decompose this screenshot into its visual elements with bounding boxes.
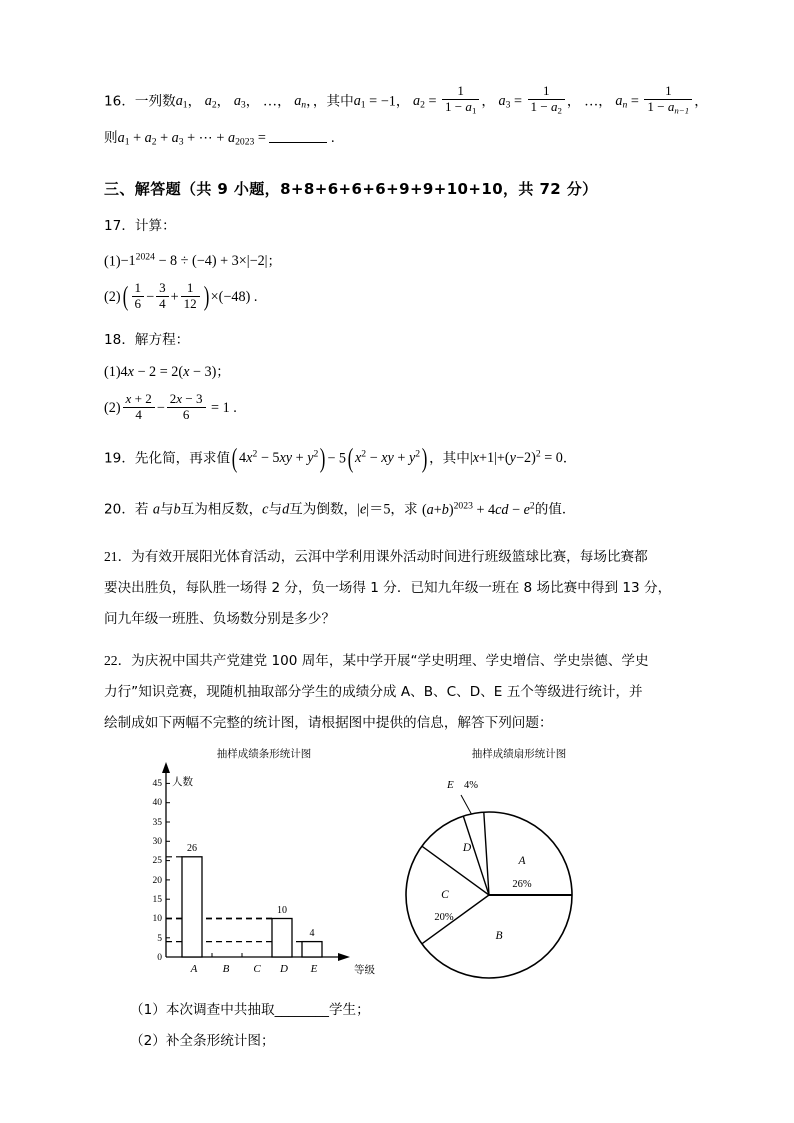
question-18-part-2: (2) $\frac{x + 2}{4}$ − $\frac{2x - 3}{6}$ = 1 . (104, 391, 237, 422)
bar-chart-xlabel: 等级 (354, 963, 375, 976)
q22-sub-2-text: （2）补全条形统计图； (130, 1032, 275, 1049)
pie-label-C: C (441, 888, 449, 901)
q19-text-b: ，其中 (429, 450, 470, 467)
bar-category-E: E (310, 962, 318, 975)
q22-sub-1-text: （1）本次调查中共抽取________学生； (130, 1001, 370, 1018)
q17-part2-label: (2) (104, 289, 121, 305)
q16-lead: 一列数 (134, 93, 176, 110)
page-content (104, 83, 708, 1057)
question-16-line-1: 16．一列数a1， a2， a3， …， $a_n$，，其中a1 = −1， a2 = $\frac{1}{1 - a1}$ ， a3 = $\frac{1}{1 - a2}$ ， …， $a_n$ = $\frac{1}{1 - a_{n-1}}$ ， (104, 83, 708, 116)
svg-text:25: 25 (152, 855, 162, 866)
q22-sub-1 (104, 995, 704, 1026)
question-18-part-1: (1)4x − 2 = 2(x − 3)； (104, 364, 230, 380)
q21-number: 21 (104, 548, 118, 564)
question-21 (104, 541, 704, 635)
pie-label-B: B (495, 929, 503, 942)
question-20: 20．若 a与b互为相反数，c与d互为倒数，|e|＝5，求 $(a+b)^{2023} + 4cd - e^2$的值． (104, 500, 576, 518)
q22-line-3: 绘制成如下两幅不完整的统计图，请根据图中提供的信息，解答下列问题： (104, 714, 553, 731)
q19-text-a: ．先化简，再求值 (121, 450, 231, 467)
svg-text:20: 20 (152, 875, 162, 886)
bar-D (272, 918, 292, 957)
q16-answer-blank[interactable] (269, 129, 327, 143)
q18-number: 18 (104, 332, 122, 348)
q21-line-3: 问九年级一班胜、负场数分别是多少？ (104, 610, 336, 627)
x-axis-arrow-icon (338, 953, 350, 961)
pie-leader-label-E: E (447, 778, 454, 791)
q16-then: 则 (104, 130, 118, 146)
q16-mid: ，其中 (312, 93, 354, 110)
svg-text:15: 15 (152, 894, 162, 905)
svg-text:35: 35 (152, 817, 162, 828)
question-16-line-2: 则a1 + a2 + a3 + ⋯ + a2023 = . (104, 130, 335, 148)
svg-text:0: 0 (157, 952, 162, 963)
q19-number: 19 (104, 450, 122, 467)
q17-title-text: ．计算： (121, 217, 176, 234)
q17-number: 17 (104, 217, 122, 234)
question-22-subquestions (104, 995, 704, 1057)
svg-text:45: 45 (152, 778, 162, 789)
question-17-part-1: $(1)-1^{2024} - 8 \div (-4) + 3\times|-2|$； (104, 251, 282, 269)
y-axis-arrow-icon (162, 762, 170, 773)
pie-label-A: A (518, 854, 526, 867)
q18-part2-label: (2) (104, 400, 121, 416)
q22-line-2: 力行”知识竞赛，现随机抽取部分学生的成绩分成 A、B、C、D、E 五个等级进行统计，并 (104, 683, 643, 700)
bar-chart-svg (124, 743, 394, 983)
svg-text:10: 10 (152, 913, 162, 924)
bar-value-D: 10 (277, 904, 287, 916)
q22-line-1-text: ．为庆祝中国共产党建党 100 周年，某中学开展“学史明理、学史增信、学史崇德、学史 (117, 652, 649, 669)
q21-line-1-text: ．为有效开展阳光体育活动，云洱中学利用课外活动时间进行班级篮球比赛，每场比赛都 (117, 548, 648, 565)
bar-chart-title: 抽样成绩条形统计图 (216, 747, 312, 760)
bar-chart-ylabel: 人数 (172, 775, 193, 788)
q21-line-2: 要决出胜负，每队胜一场得 2 分，负一场得 1 分．已知九年级一班在 8 场比赛中得到 13 分， (104, 579, 672, 596)
bar-E (302, 941, 322, 956)
q16-last-index: 2023 (235, 136, 255, 148)
bar-value-E: 4 (309, 927, 315, 939)
q18-title-text: ．解方程： (121, 332, 190, 348)
question-19: 19．先化简，再求值( $4x^2 - 5xy + y^2) - 5$( $x^2$ − xy + $y^2$) ，其中$|x+1|+(y-2)^2 = 0$． (104, 442, 577, 473)
q17-part1-label: (1) (104, 253, 121, 269)
q19-period: ． (562, 450, 577, 467)
question-17-title (104, 211, 704, 242)
bar-A (182, 856, 202, 956)
bar-chart-figure (124, 743, 394, 983)
pie-leader-percent-E: 4% (464, 779, 478, 791)
q20-number: 20 (104, 501, 122, 518)
q22-number: 22 (104, 652, 118, 668)
statistics-figures (104, 743, 704, 993)
svg-text:30: 30 (152, 836, 162, 847)
pie-chart-figure (389, 743, 664, 983)
bar-category-C: C (253, 962, 261, 975)
svg-text:5: 5 (157, 933, 162, 944)
pie-chart-svg (389, 743, 664, 983)
question-18-title (104, 325, 704, 356)
pie-chart-title: 抽样成绩扇形统计图 (471, 747, 567, 760)
bar-category-B: B (222, 962, 230, 975)
q16-number: 16 (104, 93, 122, 110)
bar-category-D: D (280, 962, 288, 975)
q16-dot: ． (121, 93, 135, 110)
section-heading: 三、解答题（共 9 小题，8+8+6+6+6+9+9+10+10，共 72 分） (104, 179, 598, 198)
q21-line-1 (104, 541, 704, 573)
q22-sub-2 (104, 1026, 704, 1057)
bar-chart-y-ticks (153, 779, 171, 963)
bar-value-A: 26 (187, 842, 197, 854)
question-22 (104, 645, 704, 739)
svg-text:40: 40 (152, 797, 162, 808)
question-17-part-2: (2)( $\frac{1}{6}$ − $\frac{3}{4}$ + $\frac{1}{12}$ ) ×(−48) . (104, 280, 258, 312)
pie-percent-C: 20% (434, 911, 454, 923)
bar-category-A: A (190, 962, 198, 975)
pie-percent-A: 26% (512, 878, 532, 890)
q22-line-1 (104, 645, 704, 677)
pie-label-D: D (462, 841, 472, 854)
q18-part1-label: (1) (104, 364, 121, 380)
